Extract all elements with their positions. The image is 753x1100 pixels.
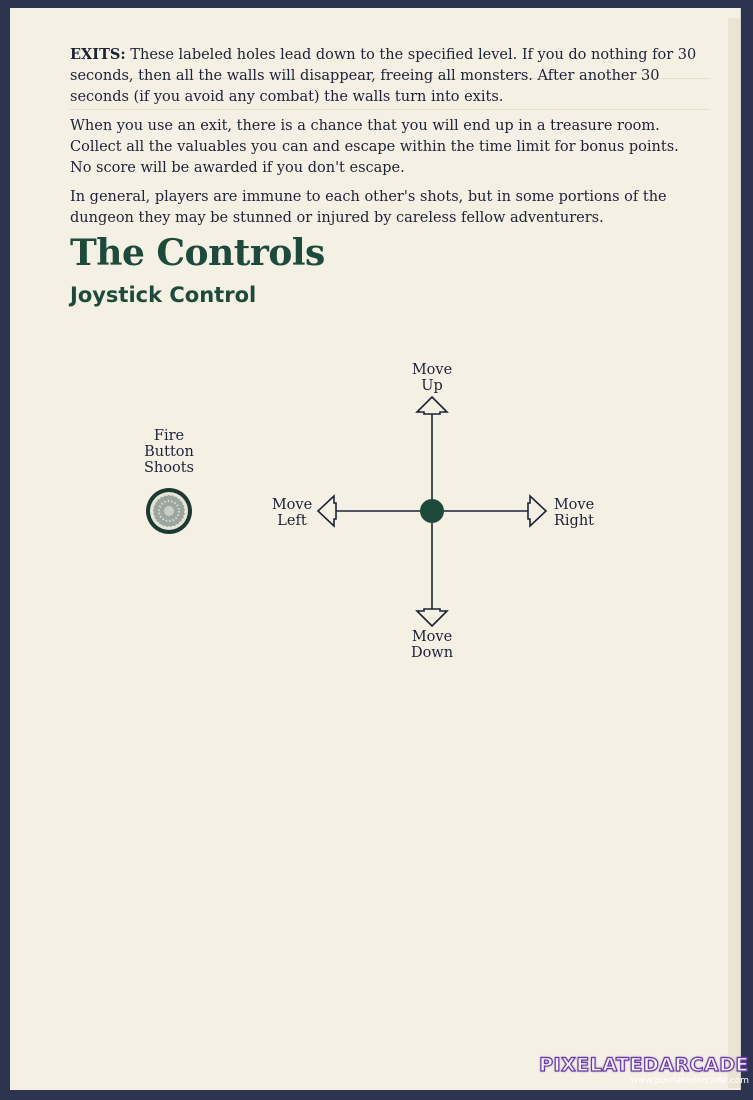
fire-button-icon bbox=[146, 488, 192, 534]
joystick-center-icon bbox=[420, 499, 444, 523]
move-down-line1: Move bbox=[411, 629, 453, 645]
watermark-brand: PIXELATEDARCADE bbox=[539, 1054, 749, 1076]
fire-button-label bbox=[128, 428, 210, 476]
move-up-label bbox=[395, 362, 469, 394]
fire-label-line3: Shoots bbox=[144, 460, 194, 476]
exit-use-paragraph: When you use an exit, there is a chance that you will end up in a treasure room. Collect all the valuables you can and escape within the time limit for bonus points. No score will be awarded if you don't escape. bbox=[70, 118, 679, 176]
down-arrow-icon bbox=[417, 609, 447, 626]
move-down-line2: Down bbox=[410, 645, 454, 661]
move-right-line1: Move bbox=[553, 497, 595, 513]
exits-label: EXITS: bbox=[70, 46, 126, 63]
section-subtitle: Joystick Control bbox=[70, 283, 257, 307]
move-up-line1: Move bbox=[411, 362, 453, 378]
move-left-line1: Move bbox=[271, 497, 313, 513]
move-left-label bbox=[262, 497, 322, 529]
page-title: The Controls bbox=[70, 232, 325, 274]
move-up-line2: Up bbox=[421, 378, 443, 394]
move-down-label bbox=[395, 629, 469, 661]
fire-label-line2: Button bbox=[144, 444, 194, 460]
move-right-line2: Right bbox=[553, 513, 594, 529]
watermark-url: www.pixelatedarcade.com bbox=[630, 1076, 749, 1086]
exits-text: These labeled holes lead down to the specified level. If you do nothing for 30 seconds, then all the walls will disappear, freeing all monsters. After another 30 seconds (if you avoid any combat) the walls turn into exits. bbox=[70, 47, 697, 105]
up-arrow-icon bbox=[417, 397, 447, 414]
watermark bbox=[539, 1054, 749, 1086]
immunity-paragraph: In general, players are immune to each other's shots, but in some portions of the dungeon they may be stunned or injured by careless fellow adventurers. bbox=[70, 189, 667, 226]
move-left-line2: Left bbox=[277, 513, 307, 529]
fire-label-line1: Fire bbox=[153, 428, 185, 444]
move-right-label bbox=[544, 497, 604, 529]
